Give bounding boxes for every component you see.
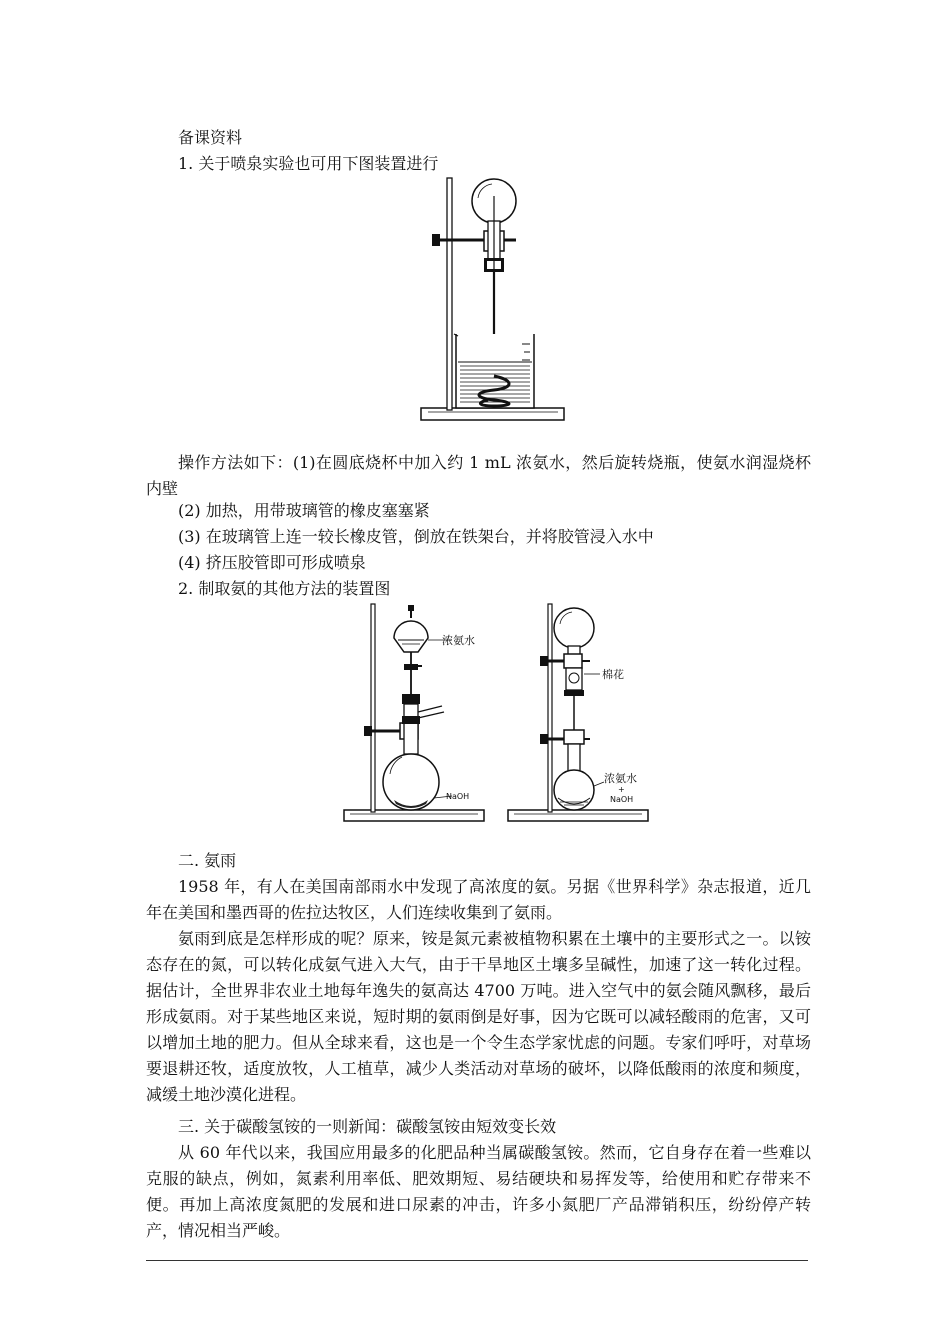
item-2-title: 2. 制取氨的其他方法的装置图 <box>178 579 391 598</box>
footer-rule <box>146 1260 808 1261</box>
section-3-title: 三. 关于碳酸氢铵的一则新闻：碳酸氢铵由短效变长效 <box>178 1117 557 1136</box>
ammonia-prep-apparatus-right <box>506 602 656 824</box>
fountain-apparatus-figure <box>418 176 568 424</box>
section-2-title: 二. 氨雨 <box>178 851 237 870</box>
section-2-paragraph-2: 氨雨到底是怎样形成的呢？原来，铵是氮元素被植物积累在土壤中的主要形式之一。以铵态存在的氮，可以转化成氨气进入大气，由于干旱地区土壤多呈碱性，加速了这一转化过程。据估计，全世界非农业土地每年逸失的氨高达 4700 万吨。进入空气中的氨会随风飘移，最后形成氨雨。对于某些地区来说，短时期的氨雨倒是好事，因为它既可以减轻酸雨的危害，又可以增加土地的肥力。但从全球来看，这也是一个令生态学家忧虑的问题。专家们呼吁，对草场要退耕还牧，适度放牧，人工植草，减少人类活动对草场的破坏，以降低酸雨的浓度和频度，减缓土地沙漠化进程。 <box>146 929 811 1104</box>
label-conc-ammonia-2: 浓氨水 <box>604 772 637 785</box>
step-3: (3) 在玻璃管上连一较长橡皮管，倒放在铁架台，并将胶管浸入水中 <box>178 527 654 546</box>
item-1-title: 1. 关于喷泉实验也可用下图装置进行 <box>178 154 439 173</box>
label-naoh-2: NaOH <box>610 795 634 804</box>
label-cotton: 棉花 <box>602 668 624 681</box>
method-paragraph: 操作方法如下：(1)在圆底烧杯中加入约 1 mL 浓氨水，然后旋转烧瓶，使氨水润湿烧杯内壁 <box>146 453 811 498</box>
section-3-paragraph-1: 从 60 年代以来，我国应用最多的化肥品种当属碳酸氢铵。然而，它自身存在着一些难以克服的缺点，例如，氮素利用率低、肥效期短、易结硬块和易挥发等，给使用和贮存带来不便。再加上高浓度氮肥的发展和进口尿素的冲击，许多小氮肥厂产品滞销积压，纷纷停产转产，情况相当严峻。 <box>146 1143 811 1240</box>
section-2-paragraph-1: 1958 年，有人在美国南部雨水中发现了高浓度的氨。另据《世界科学》杂志报道，近几年在美国和墨西哥的佐拉达牧区，人们连续收集到了氨雨。 <box>146 877 811 922</box>
label-conc-ammonia: 浓氨水 <box>442 634 475 647</box>
section-heading: 备课资料 <box>178 128 243 147</box>
step-2: (2) 加热，用带玻璃管的橡皮塞塞紧 <box>178 501 430 520</box>
label-naoh: NaOH <box>446 792 470 801</box>
step-4: (4) 挤压胶管即可形成喷泉 <box>178 553 366 572</box>
label-plus: + <box>618 785 625 794</box>
ammonia-prep-apparatus-left <box>342 602 492 824</box>
